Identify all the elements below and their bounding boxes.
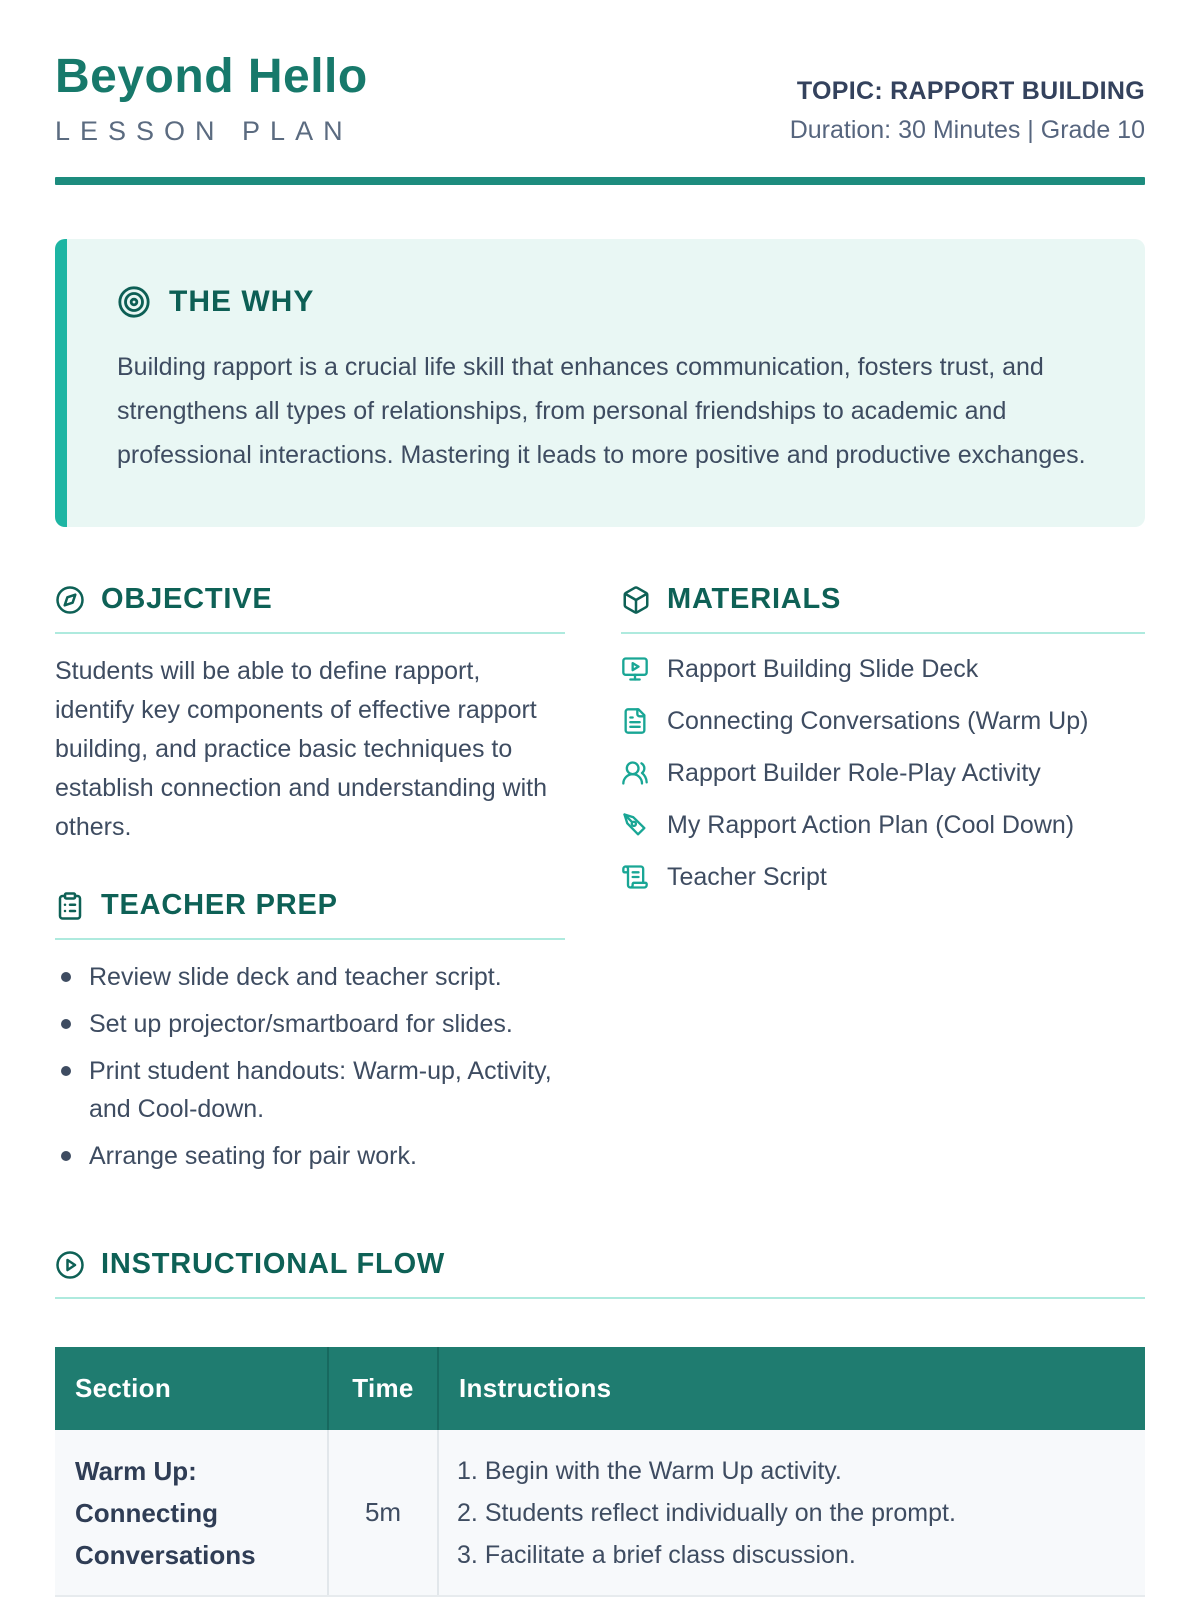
right-column <box>621 583 1145 1184</box>
left-column <box>55 583 565 1184</box>
instructional-flow-heading <box>55 1248 1145 1299</box>
material-item <box>621 810 1145 840</box>
instruction-step: Students reflect individually on the prompt. <box>484 1498 956 1527</box>
users-icon <box>621 759 649 787</box>
objective-heading <box>55 583 565 634</box>
materials-heading <box>621 583 1145 634</box>
row-time-cell: 5m <box>328 1430 438 1596</box>
compass-icon <box>55 585 85 615</box>
column-header-section: Section <box>55 1347 328 1430</box>
material-label: Connecting Conversations (Warm Up) <box>667 707 1089 736</box>
material-item <box>621 862 1145 892</box>
why-title: THE WHY <box>169 285 315 319</box>
table-header <box>55 1347 1145 1430</box>
play-circle-icon <box>55 1250 85 1280</box>
prep-item: Set up projector/smartboard for slides. <box>55 1005 565 1043</box>
two-column-section <box>55 583 1145 1184</box>
teacher-prep-block <box>55 889 565 1175</box>
header <box>55 52 1145 147</box>
material-label: Rapport Builder Role-Play Activity <box>667 759 1041 788</box>
materials-list <box>621 654 1145 892</box>
teacher-prep-heading <box>55 889 565 940</box>
monitor-play-icon <box>621 655 649 683</box>
objective-block <box>55 583 565 847</box>
row-instructions-cell <box>438 1430 1145 1596</box>
material-item <box>621 758 1145 788</box>
instruction-step: Begin with the Warm Up activity. <box>484 1456 842 1485</box>
teacher-prep-title: TEACHER PREP <box>101 889 338 922</box>
objective-body: Students will be able to define rapport, identify key components of effective rapport building, and practice basic techniques to establish connection and understanding with others. <box>55 657 548 842</box>
target-icon <box>117 285 151 319</box>
material-item <box>621 706 1145 736</box>
materials-title: MATERIALS <box>667 583 842 616</box>
column-header-time: Time <box>328 1347 438 1430</box>
page-title: Beyond Hello <box>55 50 368 103</box>
objective-title: OBJECTIVE <box>101 583 273 616</box>
instructional-flow-title: INSTRUCTIONAL FLOW <box>101 1248 446 1281</box>
header-right <box>790 77 1145 147</box>
row-section-cell: Warm Up: Connecting Conversations <box>55 1430 328 1596</box>
duration-grade-label: Duration: 30 Minutes | Grade 10 <box>789 116 1145 145</box>
material-label: Teacher Script <box>667 863 827 892</box>
header-left <box>55 52 368 147</box>
file-text-icon <box>621 707 649 735</box>
why-callout <box>55 239 1145 527</box>
teacher-prep-list <box>55 958 565 1175</box>
prep-item: Review slide deck and teacher script. <box>55 958 565 996</box>
material-item <box>621 654 1145 684</box>
page-subtitle: LESSON PLAN <box>55 116 353 147</box>
material-label: My Rapport Action Plan (Cool Down) <box>667 811 1075 840</box>
material-label: Rapport Building Slide Deck <box>667 655 979 684</box>
topic-label: TOPIC: RAPPORT BUILDING <box>796 77 1145 106</box>
instructions-list <box>457 1453 1129 1573</box>
clipboard-list-icon <box>55 891 85 921</box>
why-heading <box>117 285 1115 319</box>
prep-item: Print student handouts: Warm-up, Activity, and Cool-down. <box>55 1052 565 1128</box>
why-body: Building rapport is a crucial life skill that enhances communication, fosters trust, and strengthens all types of relationships, from personal friendships to academic and professional interactions. Mastering it leads to more positive and productive exchanges. <box>117 353 1086 470</box>
prep-item: Arrange seating for pair work. <box>55 1137 565 1175</box>
scroll-icon <box>621 863 649 891</box>
column-header-instructions: Instructions <box>438 1347 1145 1430</box>
table-row <box>55 1430 1145 1596</box>
header-divider <box>55 177 1145 185</box>
instruction-step: Facilitate a brief class discussion. <box>484 1540 856 1569</box>
pen-nib-icon <box>621 811 649 839</box>
instructional-flow-table <box>55 1347 1145 1597</box>
instructional-flow-block <box>55 1248 1145 1597</box>
box-icon <box>621 585 651 615</box>
